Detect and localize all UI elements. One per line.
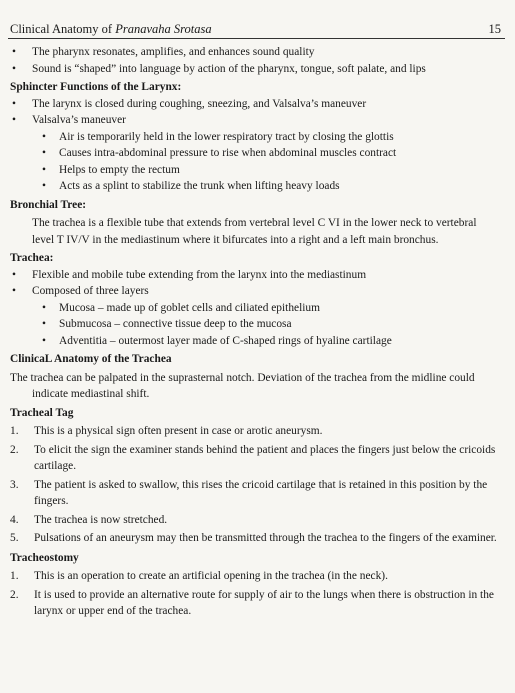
item-text: The trachea is now stretched. [34,513,168,526]
running-title: Clinical Anatomy of Pranavaha Srotasa [10,22,212,36]
sub-list-item: • Causes intra-abdominal pressure to rise when abdominal muscles contract [10,145,501,162]
sub-list-item: • Adventitia – outermost layer made of C-shaped rings of hyaline cartilage [10,333,501,350]
list-item: • The larynx is closed during coughing, sneezing, and Valsalva’s maneuver [10,96,501,113]
list-item: • The pharynx resonates, amplifies, and enhances sound quality [10,44,501,61]
item-text: To elicit the sign the examiner stands behind the patient and places the fingers just below the cricoids cartilage. [34,443,496,472]
page-body [10,44,501,620]
item-number: 4. [10,513,19,526]
numbered-item [10,423,501,440]
item-number: 5. [10,532,19,544]
item-number: 1. [10,570,19,582]
section-heading-bronchial: Bronchial Tree: [10,198,87,211]
item-text: This is a physical sign often present in case or arotic aneurysm. [34,425,323,437]
item-number: 2. [10,443,19,456]
numbered-item [10,568,501,585]
numbered-item [10,442,501,475]
paragraph-bronchial: The trachea is a flexible tube that extends from vertebral level C VI in the lower neck to vertebral level T IV/V in the mediastinum where it bifurcates into a right and a left main bronchus. [32,217,477,246]
list-item: • Composed of three layers [10,283,501,300]
sub-list-item: • Mucosa – made up of goblet cells and ciliated epithelium [10,300,501,317]
numbered-item [10,587,501,620]
running-header [10,22,501,36]
header-rule [8,38,505,39]
section-heading-sphincter: Sphincter Functions of the Larynx: [10,81,182,93]
page-number: 15 [488,22,501,36]
list-item: • Valsalva’s maneuver [10,112,501,129]
item-number: 3. [10,478,19,491]
item-number: 1. [10,425,19,437]
item-text: This is an operation to create an artificial opening in the trachea (in the neck). [34,570,388,582]
item-number: 2. [10,588,19,601]
section-heading-tracheostomy: Tracheostomy [10,551,79,564]
paragraph-clinical: The trachea can be palpated in the suprasternal notch. Deviation of the trachea from the midline could indicate mediastinal shift. [10,371,475,400]
numbered-item [10,477,501,510]
sub-list-item: • Air is temporarily held in the lower respiratory tract by closing the glottis [10,129,501,146]
section-heading-trachea: Trachea: [10,252,54,264]
section-heading-clinical: ClinicaL Anatomy of the Trachea [10,353,172,365]
sub-list-item: • Acts as a splint to stabilize the trunk when lifting heavy loads [10,178,501,195]
numbered-item [10,512,501,529]
sub-list-item: • Helps to empty the rectum [10,162,501,179]
list-item: • Flexible and mobile tube extending from the larynx into the mediastinum [10,267,501,284]
sub-list-item: • Submucosa – connective tissue deep to the mucosa [10,316,501,333]
numbered-item [10,530,501,547]
item-text: The patient is asked to swallow, this rises the cricoid cartilage that is retained in this position by the fingers. [34,478,488,507]
section-heading-tracheal-tag: Tracheal Tag [10,406,74,419]
running-title-italic: Pranavaha Srotasa [115,22,212,36]
item-text: It is used to provide an alternative route for supply of air to the lungs when there is obstruction in the larynx or upper end of the trachea. [34,588,494,617]
item-text: Pulsations of an aneurysm may then be transmitted through the trachea to the fingers of the examiner. [34,532,497,544]
list-item: • Sound is “shaped” into language by action of the pharynx, tongue, soft palate, and lips [10,61,501,78]
